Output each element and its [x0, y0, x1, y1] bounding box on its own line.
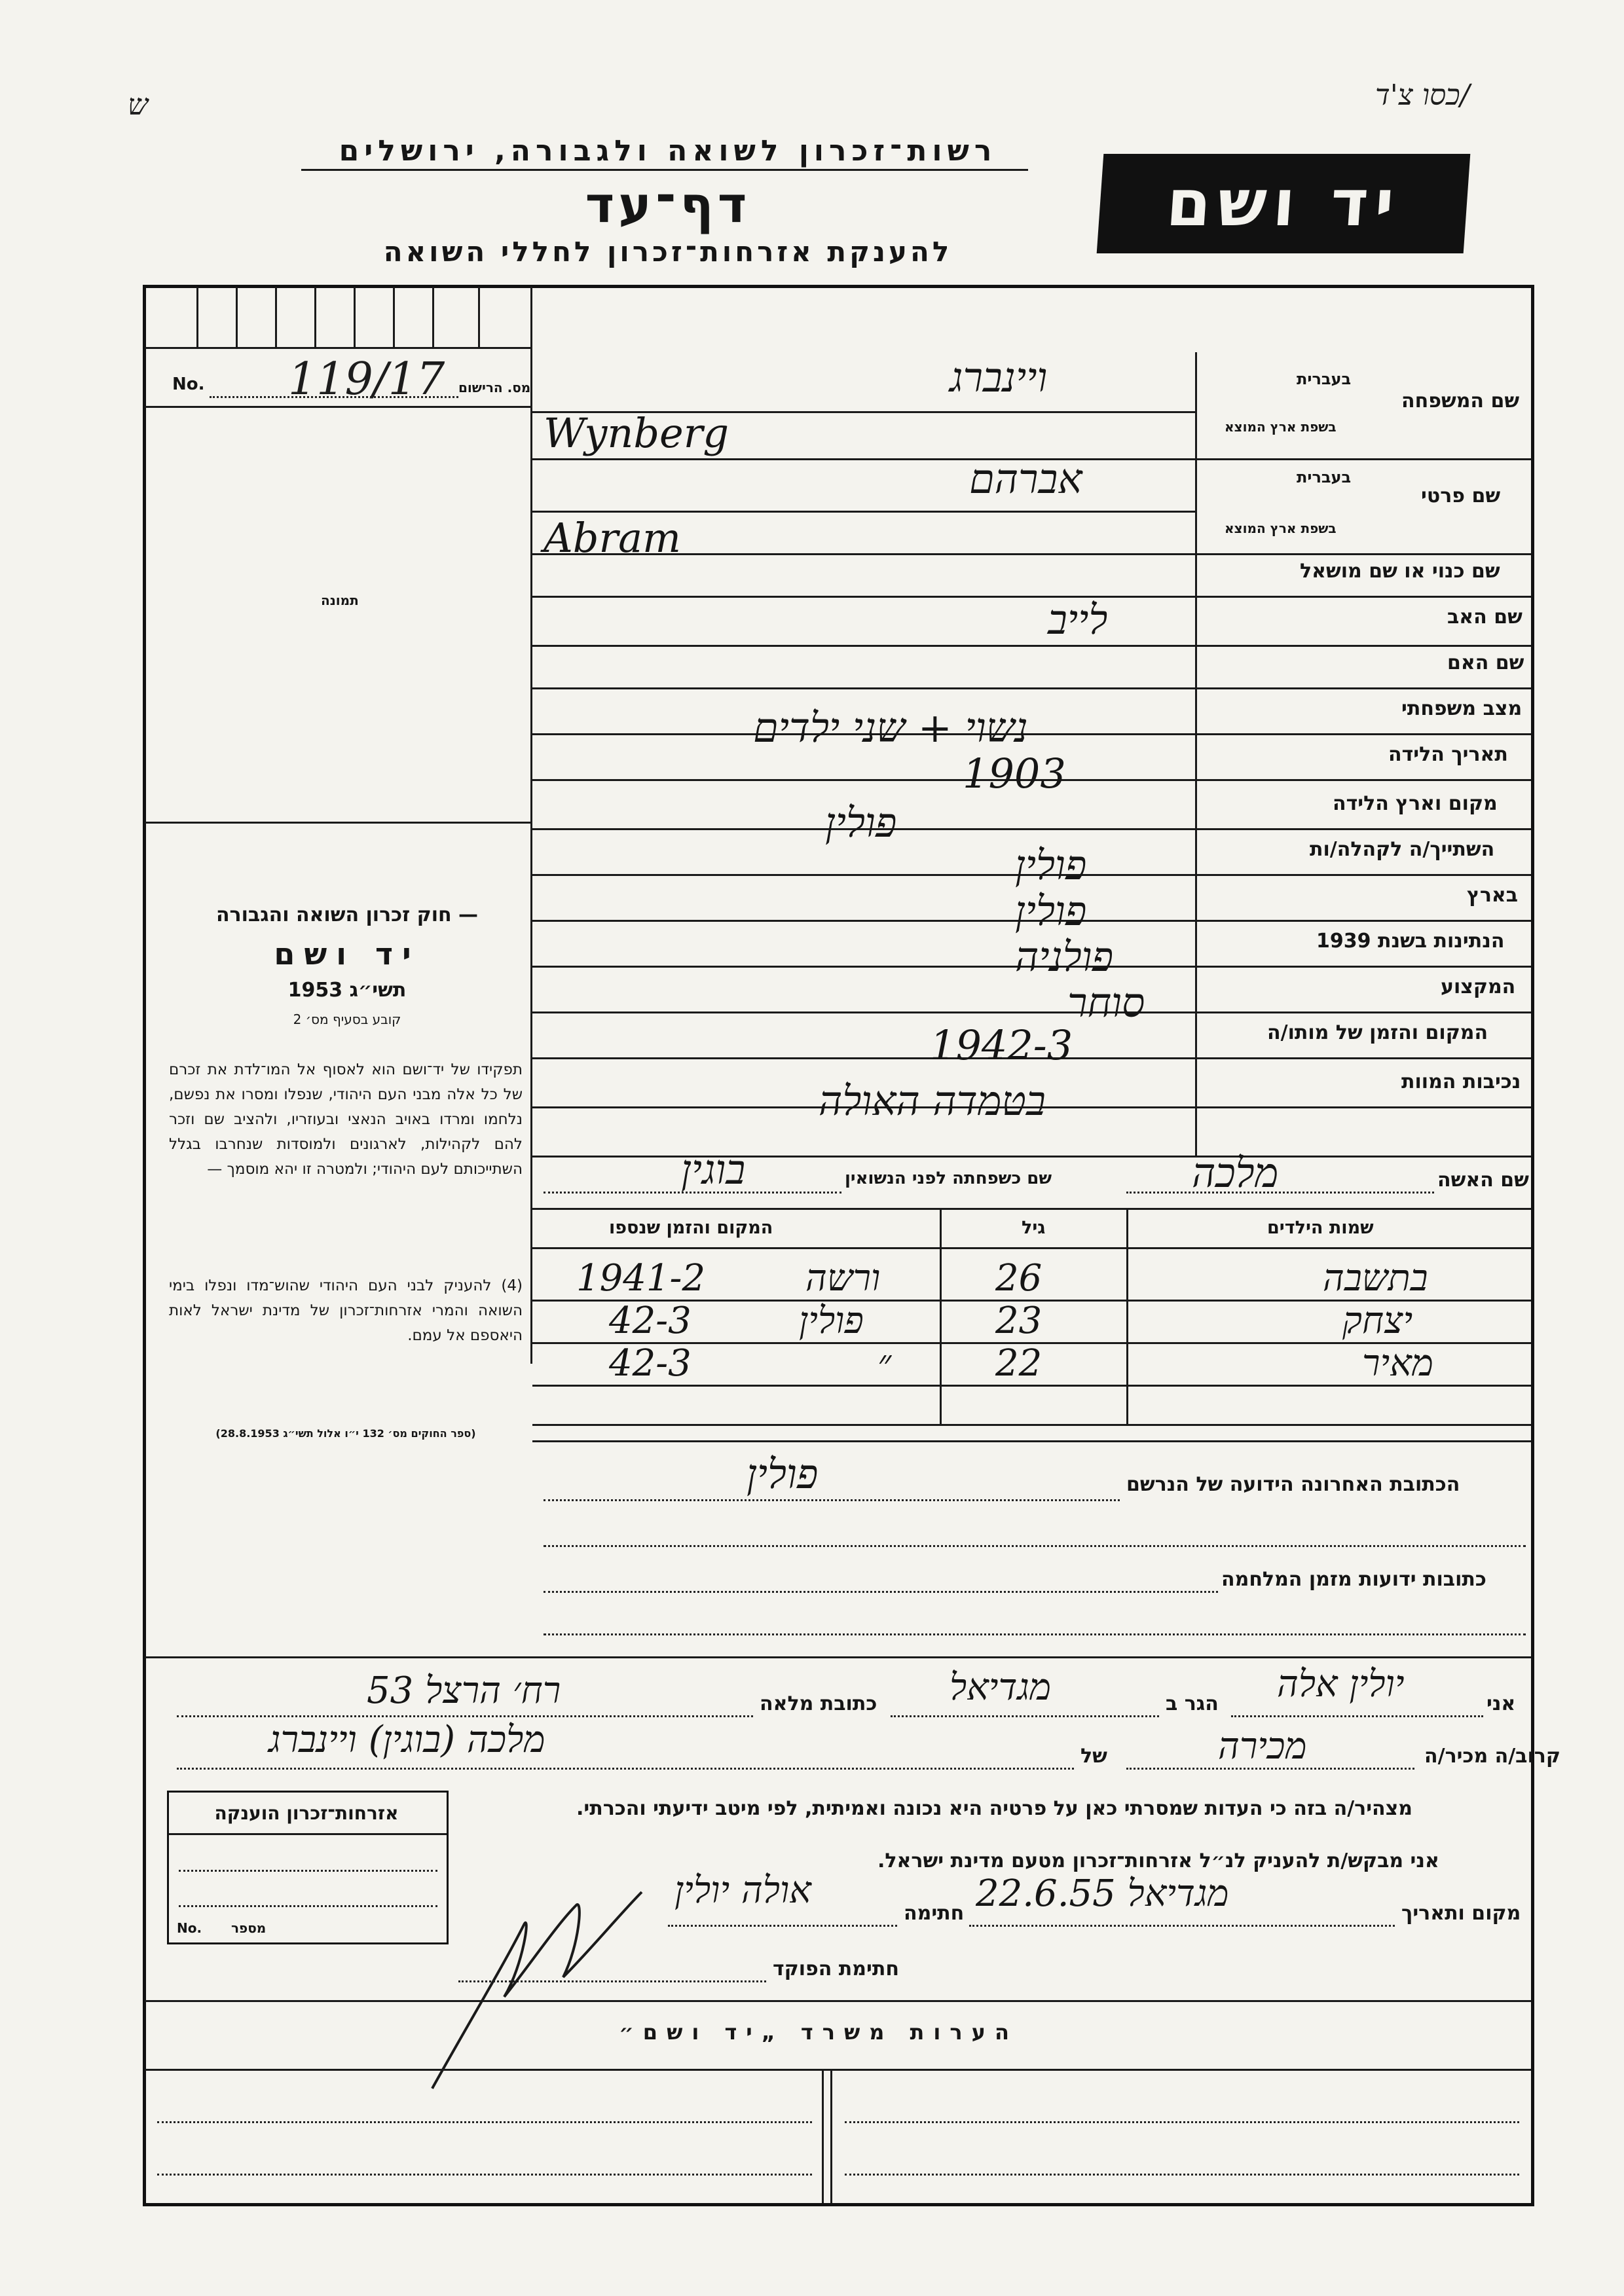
remarks-dots [845, 2174, 1519, 2176]
surname-heb-label: בעברית [1297, 370, 1352, 388]
last-address-dots [544, 1499, 1120, 1501]
law-text-2: (4) להעניק לבני העם היהודי שהוש־מדו ונפלו בימי השואה והמרי אזרחות־זכרון של מדינת ישראל לאות היאספם אל עמם. [169, 1277, 523, 1344]
row-line [532, 1440, 1531, 1442]
row-line [532, 733, 1531, 735]
declarant-i-label: אני [1486, 1692, 1516, 1715]
children-table-bottom [532, 1424, 1531, 1426]
citizenship-no-heb: מספר [231, 1920, 267, 1936]
wife-maiden-entry: בוגין [681, 1146, 746, 1194]
resides-label: הגר ב [1166, 1692, 1219, 1715]
remarks-divider [830, 2069, 832, 2203]
child-name: יצחק [1342, 1300, 1413, 1342]
reg-box-tick [314, 287, 316, 349]
of-dots [177, 1768, 1074, 1770]
last-address-entry: פולין [747, 1450, 819, 1498]
surname-native-label: בשפת ארץ המוצא [1225, 419, 1337, 435]
child-name: בתשבה [1323, 1257, 1428, 1300]
yad-vashem-logo [1097, 154, 1471, 253]
surname-label: שם המשפחה [1401, 390, 1520, 412]
margin-note-left: ש [128, 88, 149, 122]
wife-name-entry: מלכה [1192, 1149, 1279, 1197]
signature-dots [668, 1925, 897, 1927]
birth-date-entry: 1903 [963, 750, 1066, 797]
surname-native-entry: Wynberg [544, 409, 729, 457]
wife-maiden-label: שם כשפחתה לפני הנשואין [845, 1169, 1052, 1188]
address-dots-2 [544, 1545, 1526, 1547]
first-heb-label: בעברית [1297, 468, 1352, 486]
place-date-entry: מגדיאל 22.6.55 [976, 1872, 1229, 1915]
city-dots [891, 1715, 1159, 1717]
citizenship-no-label: No. [177, 1920, 202, 1936]
officer-label: חתימת הפוקד [773, 1958, 899, 1980]
birth-place-entry: פולין [825, 799, 897, 847]
row-line [532, 553, 1531, 555]
reg-box-tick [236, 287, 238, 349]
wife-name-label: שם האשה [1437, 1169, 1529, 1192]
form-subtitle: להענקת אזרחות־זכרון לחללי השואה [383, 236, 953, 268]
child-date: 1941-2 [576, 1257, 706, 1300]
first-name-label: שם פרטי [1421, 484, 1501, 507]
child-age: 26 [995, 1257, 1043, 1300]
death-circ-label: נכיבות המוות [1401, 1070, 1521, 1093]
war-dots-1 [544, 1591, 1218, 1593]
death-circ-entry: בטמדה האולה [819, 1077, 1046, 1125]
of-label: של [1080, 1745, 1107, 1768]
row-line [532, 687, 1531, 689]
authority-header: רשות־זכרון לשואה ולגבורה, ירושלים [339, 134, 997, 168]
remarks-dots [157, 2121, 812, 2123]
nationality-label: הנתינות בשנת 1939 [1316, 930, 1505, 953]
children-col-line [940, 1210, 942, 1426]
nickname-label: שם כנוי או שם מושאל [1300, 560, 1500, 583]
signature-label: חתימה [904, 1902, 965, 1925]
child-place: ורשה [805, 1257, 881, 1300]
child-age: 23 [995, 1300, 1043, 1342]
law-text-1: תפקידו של יד־ושם הוא לאסוף אל המו־לדת את זכרם של כל אלה מבני העם היהודי, שנפלו ומסרו את נפשם, נלחמו ומרדו באויב הנאצי ובעוזריו, ולהציב שם וזכר להם לקהילות, לארגונים ולמוסדות שנחרבו בגלל השתייכותם לעם היהודי; ולמטרה זו יהא מוסמך — [169, 1061, 523, 1178]
photo-bottom [145, 822, 532, 824]
form-title: דף־עד [585, 175, 751, 234]
war-addresses-label: כתובות ידועות מזמן המלחמה [1221, 1568, 1486, 1591]
law-year: תשי״ג 1953 [287, 979, 407, 1002]
signature-entry: אולה יולין [674, 1869, 811, 1912]
child-date: 42-3 [609, 1300, 692, 1342]
father-entry: לייב [1048, 596, 1108, 644]
reg-box-tick [196, 287, 198, 349]
registration-no-label: No. [172, 374, 205, 394]
remarks-line [145, 2069, 1531, 2071]
row-line [532, 828, 1531, 830]
community-entry: פולין [1015, 841, 1087, 889]
registration-label: מס. הרישום [458, 380, 531, 395]
declaration-text: מצהיר/ה בזה כי העדות שמסרתי כאן על פרטיה היא נכונה ואמיתית, לפי מיטב ידיעתי והכרתי. [576, 1797, 1412, 1820]
logo-text: יד ושם [1164, 166, 1403, 241]
last-address-label: הכתובת האחרונה הידועה של הנרשם [1126, 1473, 1460, 1496]
remarks-title: הערות משרד „יד ושם״ [619, 2020, 1018, 2045]
children-header-line [532, 1247, 1531, 1249]
officer-signature [426, 1886, 648, 2095]
law-source: (ספר החוקים מס׳ 132 י״ו אלול תשי״ג 28.8.1953) [215, 1427, 476, 1440]
child-place: פולין [799, 1300, 864, 1342]
row-line [532, 645, 1531, 647]
profession-label: המקצוע [1441, 975, 1516, 998]
first-native-label: בשפת ארץ המוצא [1225, 520, 1337, 536]
children-place-header: המקום והזמן שנספו [609, 1218, 773, 1238]
profession-entry: סוחר [1067, 979, 1145, 1027]
declarant-city-entry: מגדיאל [950, 1666, 1052, 1709]
photo-label: תמונה [321, 592, 359, 608]
law-title: — חוק זכרון השואה והגבורה [215, 903, 479, 926]
row-line [532, 1011, 1531, 1013]
child-date: 42-3 [609, 1342, 692, 1385]
remarks-divider [822, 2069, 824, 2203]
reg-box-tick [354, 287, 356, 349]
reg-row-bottom [145, 406, 532, 408]
surname-hebrew-entry: ויינברג [950, 354, 1048, 401]
declarant-address-entry: רח׳ הרצל 53 [367, 1669, 561, 1712]
row-line [532, 1208, 1531, 1210]
children-col-line [1126, 1210, 1128, 1426]
death-time-entry: 1942-3 [930, 1021, 1073, 1069]
registration-number: 119/17 [288, 354, 445, 405]
relative-label: קרוב/ה מכיר/ה [1424, 1745, 1560, 1768]
relation-dots [1126, 1768, 1414, 1770]
name-dots [1231, 1715, 1483, 1717]
first-native-entry: Abram [544, 514, 681, 562]
address-dots [177, 1715, 753, 1717]
remarks-dots [157, 2174, 812, 2176]
nationality-entry: פולניה [1015, 933, 1114, 981]
full-address-label: כתובת מלאה [760, 1692, 877, 1715]
first-hebrew-entry: אברהם [969, 455, 1082, 503]
place-date-dots [969, 1925, 1395, 1927]
section-line [145, 1656, 1531, 1658]
marital-entry: נשוי + שני ילדים [753, 704, 1028, 752]
place-date-label: מקום ותאריך [1401, 1902, 1521, 1925]
law-name: יד ושם [274, 936, 420, 972]
citizenship-dots-2 [179, 1905, 437, 1907]
row-line [532, 596, 1531, 598]
of-entry: מלכה (בוגין) ויינברג [268, 1719, 545, 1761]
wife-dots [1126, 1192, 1434, 1194]
child-name: מאיר [1362, 1342, 1433, 1385]
section-line [145, 2000, 1531, 2002]
reg-box-tick [432, 287, 434, 349]
citizenship-title: אזרחות־זכרון הוענקה [214, 1802, 399, 1824]
reg-box-tick [393, 287, 395, 349]
child-place: ״ [877, 1342, 892, 1385]
birth-place-label: מקום וארץ הלידה [1333, 792, 1498, 815]
children-row-line [532, 1385, 1531, 1387]
label-column-divider [1195, 352, 1197, 1157]
citizenship-box [167, 1791, 449, 1944]
left-column-divider [530, 287, 532, 1364]
mother-label: שם האם [1447, 651, 1524, 674]
law-clause: קובע בסעיף מס׳ 2 [293, 1011, 401, 1027]
birth-date-label: תאריך הלידה [1388, 743, 1508, 766]
remarks-dots [845, 2121, 1519, 2123]
death-place-label: המקום והזמן של מותו/ה [1267, 1021, 1488, 1044]
citizenship-title-line [169, 1833, 447, 1835]
margin-note-right: /כסו צ'ד [1375, 79, 1470, 112]
marital-label: מצב משפחתי [1401, 697, 1522, 720]
children-age-header: גיל [1022, 1218, 1046, 1238]
war-dots-2 [544, 1633, 1526, 1635]
community-label: השתייך/ה לקהלה/ות [1310, 838, 1495, 861]
request-text: אני מבקש/ת להעניק לנ״ל אזרחות־זכרון מטעם מדינת ישראל. [877, 1850, 1439, 1872]
children-names-header: שמות הילדים [1267, 1218, 1374, 1238]
relation-entry: מכירה [1218, 1725, 1307, 1768]
authority-underline [301, 169, 1028, 171]
declarant-name-entry: יולין אלה [1277, 1663, 1405, 1705]
father-label: שם האב [1447, 606, 1522, 629]
reg-box-tick [275, 287, 277, 349]
reg-box-tick [478, 287, 480, 349]
country-label: בארץ [1467, 884, 1519, 907]
sub-line [532, 511, 1197, 513]
citizenship-dots-1 [179, 1870, 437, 1872]
reg-box-bottom [145, 347, 532, 349]
child-age: 22 [995, 1342, 1043, 1385]
country-entry: פולין [1015, 887, 1087, 935]
